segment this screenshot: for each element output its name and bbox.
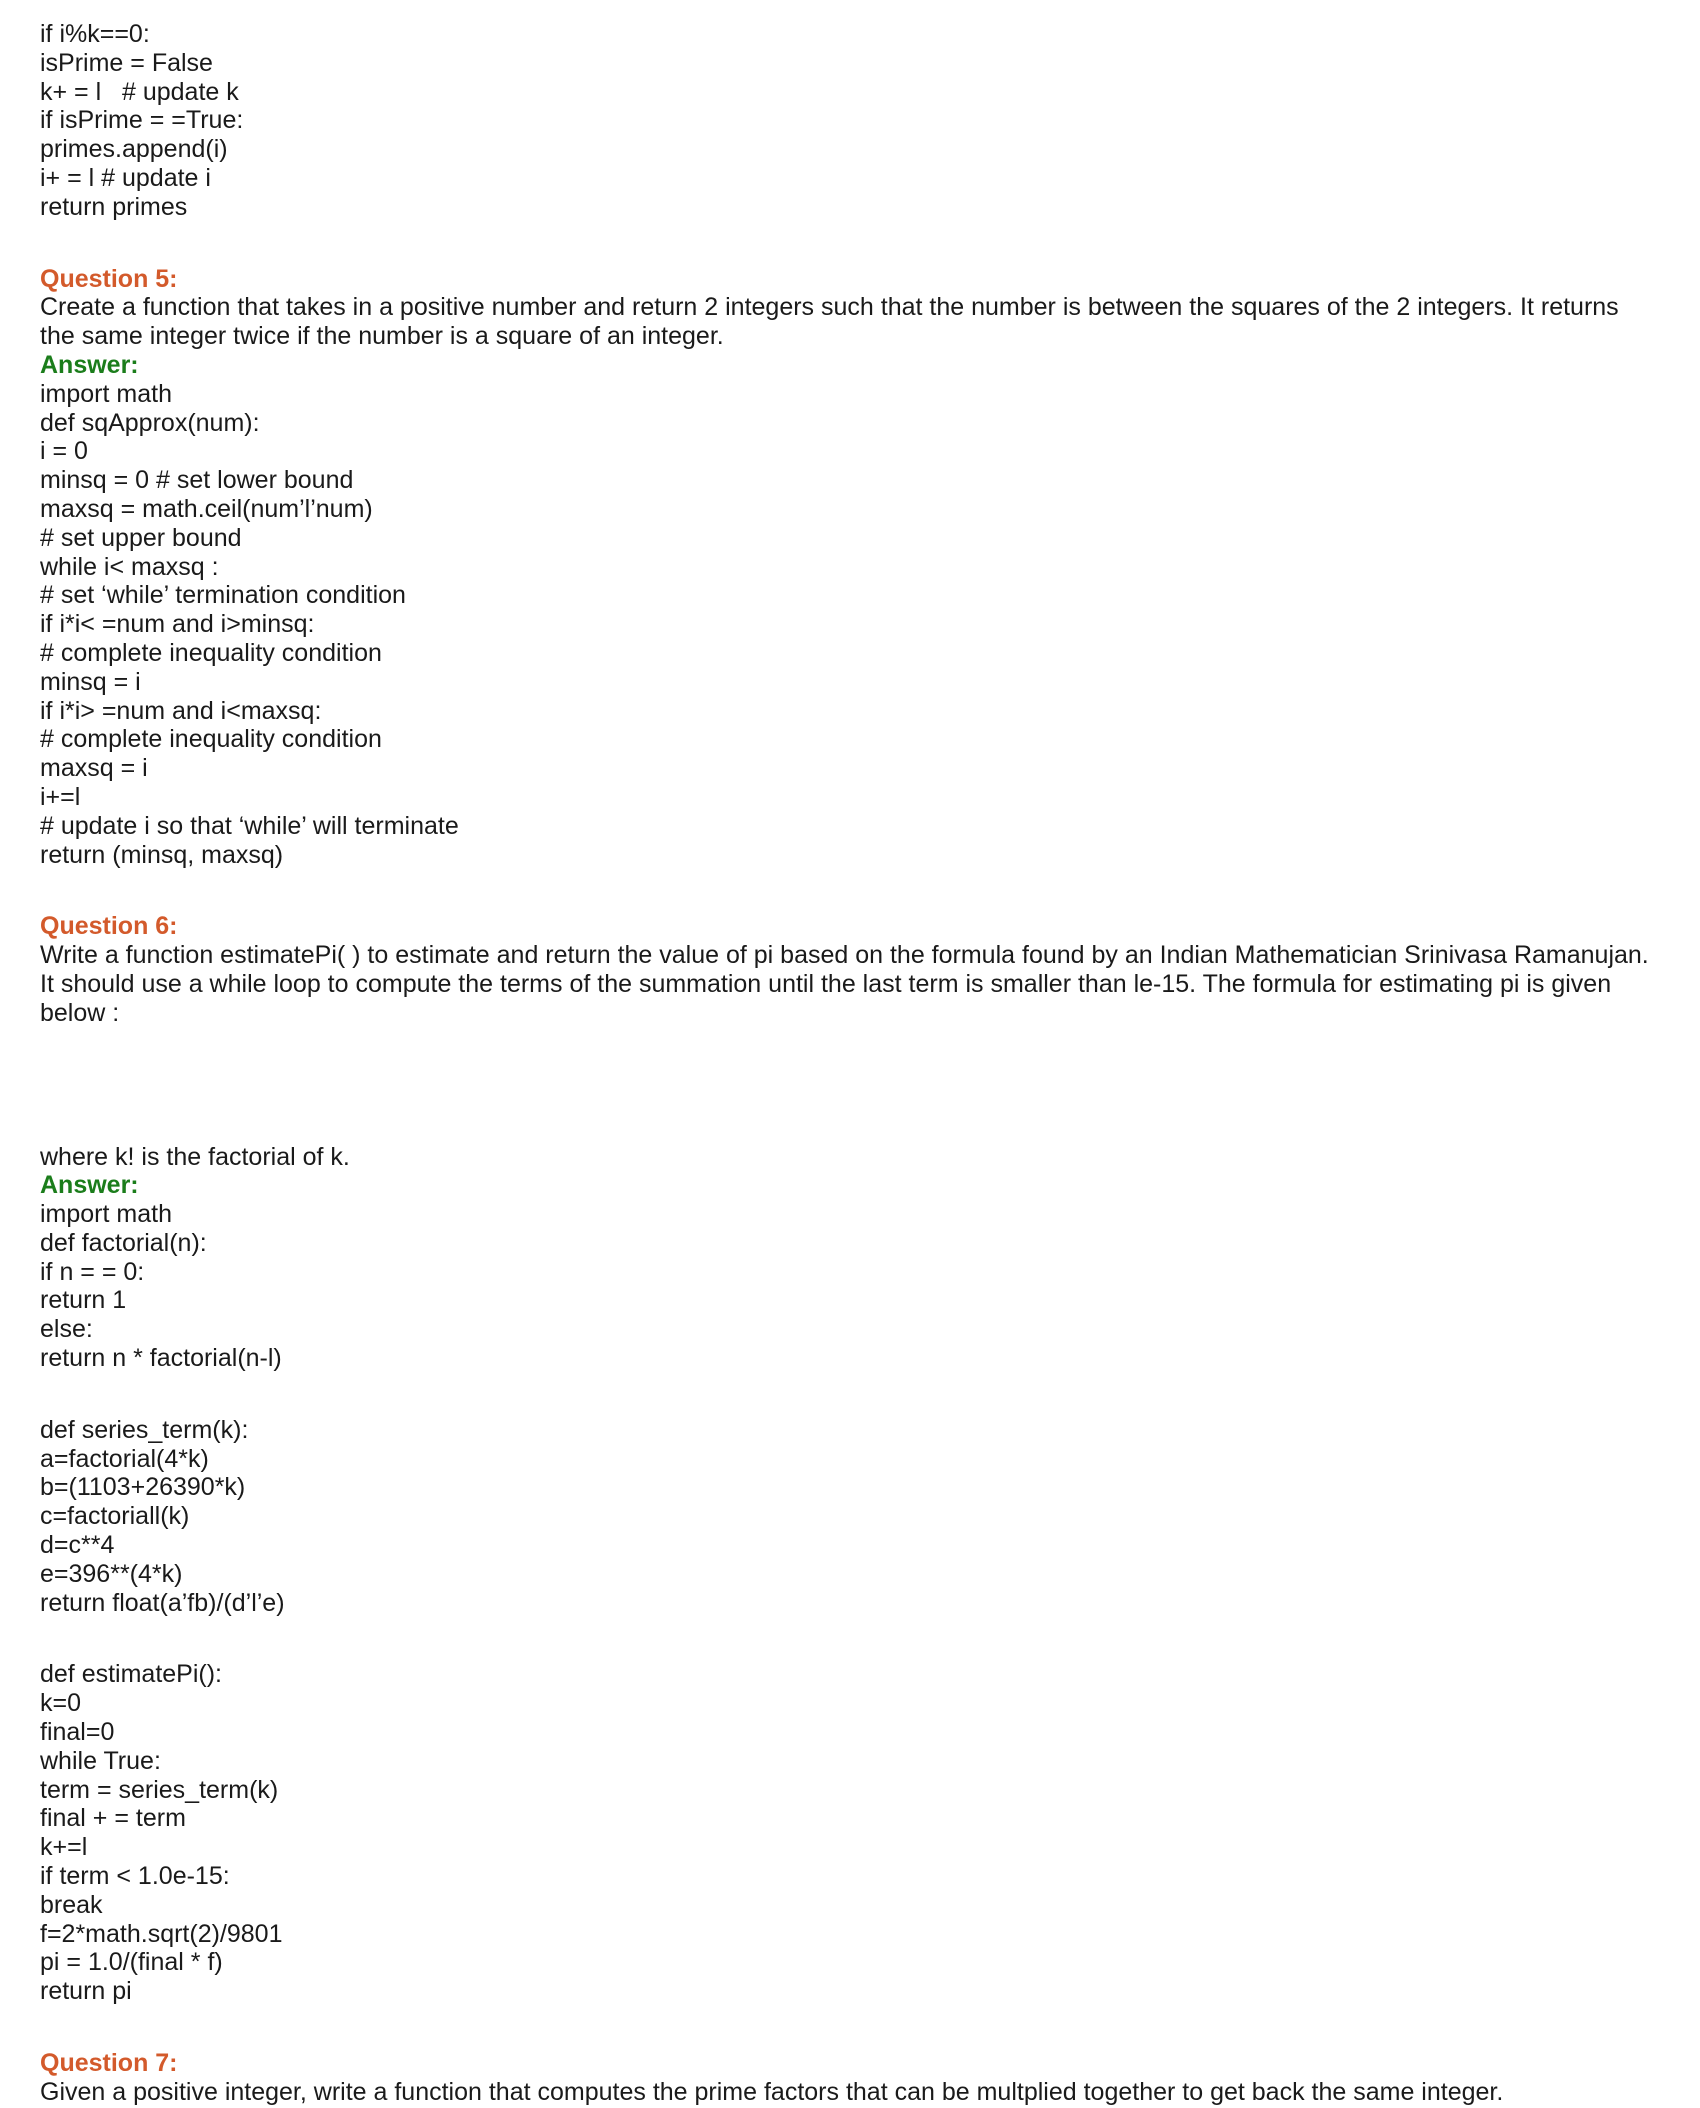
- question-5: [40, 265, 1660, 870]
- code-line: return pi: [40, 1977, 132, 2006]
- code-line: else:: [40, 1315, 93, 1344]
- code-line: k+ = l # update k: [40, 77, 239, 106]
- code-line: return n * factorial(n-l): [40, 1344, 282, 1373]
- question-text: Given a positive integer, write a function that computes the prime factors that can be multplied together to get back the same integer.: [40, 2077, 1504, 2106]
- code-line: i = 0: [40, 437, 88, 466]
- code-line: def sqApprox(num):: [40, 408, 260, 437]
- code-line: term = series_term(k): [40, 1775, 279, 1804]
- code-line: while True:: [40, 1746, 161, 1775]
- code-line: # complete inequality condition: [40, 638, 382, 667]
- code-line: if i*i< =num and i>minsq:: [40, 610, 315, 639]
- formula-area: [40, 1028, 1660, 1143]
- code-line: return (minsq, maxsq): [40, 840, 284, 869]
- code-line: f=2*math.sqrt(2)/9801: [40, 1919, 283, 1948]
- question-6: [40, 912, 1660, 2006]
- prev-code-block: [40, 20, 1660, 222]
- answer-code-block-factorial: [40, 1200, 1660, 1373]
- formula-note: where k! is the factorial of k.: [40, 1142, 350, 1171]
- code-line: break: [40, 1890, 103, 1919]
- code-line: isPrime = False: [40, 48, 213, 77]
- code-line: while i< maxsq :: [40, 552, 219, 581]
- code-line: pi = 1.0/(final * f): [40, 1948, 223, 1977]
- question-7: [40, 2049, 1660, 2107]
- code-line: minsq = 0 # set lower bound: [40, 466, 354, 495]
- code-line: b=(1103+26390*k): [40, 1473, 246, 1502]
- code-line: primes.append(i): [40, 135, 228, 164]
- code-line: if i*i> =num and i<maxsq:: [40, 696, 322, 725]
- code-line: def series_term(k):: [40, 1415, 249, 1444]
- code-line: if i%k==0:: [40, 20, 150, 48]
- answer-code-block-series-term: [40, 1416, 1660, 1618]
- code-line: maxsq = i: [40, 754, 148, 783]
- question-text: Create a function that takes in a positive number and return 2 integers such that the number is between the squares of the 2 integers. It returns the same integer twice if the number is a square of an integer.: [40, 293, 1619, 351]
- code-line: return float(a’fb)/(d’l’e): [40, 1588, 285, 1617]
- code-line: final=0: [40, 1718, 115, 1747]
- code-line: c=factoriall(k): [40, 1502, 190, 1531]
- code-line: k=0: [40, 1689, 82, 1718]
- code-line: def factorial(n):: [40, 1228, 207, 1257]
- code-line: final + = term: [40, 1804, 186, 1833]
- code-line: maxsq = math.ceil(num’l’num): [40, 494, 373, 523]
- code-line: i+ = l # update i: [40, 163, 211, 192]
- code-line: # set upper bound: [40, 523, 242, 552]
- question-heading: Question 6:: [40, 912, 178, 941]
- code-line: return 1: [40, 1286, 127, 1315]
- code-line: # complete inequality condition: [40, 725, 382, 754]
- code-line: a=factorial(4*k): [40, 1444, 209, 1473]
- code-line: # set ‘while’ termination condition: [40, 581, 406, 610]
- code-line: if term < 1.0e-15:: [40, 1862, 230, 1891]
- code-line: k+=l: [40, 1833, 88, 1862]
- question-text: Write a function estimatePi( ) to estimate and return the value of pi based on the formula found by an Indian Mathematician Srinivasa Ramanujan. It should use a while loop to compute the terms of the summation until the last term is smaller than le-15. The formula for estimating pi is given below :: [40, 941, 1649, 1027]
- code-line: # update i so that ‘while’ will terminate: [40, 811, 459, 840]
- code-line: if isPrime = =True:: [40, 106, 244, 135]
- code-line: if n = = 0:: [40, 1257, 145, 1286]
- answer-label: Answer:: [40, 1171, 139, 1200]
- answer-label: Answer:: [40, 350, 139, 379]
- code-line: minsq = i: [40, 667, 141, 696]
- code-line: i+=l: [40, 782, 81, 811]
- answer-code-block-estimate-pi: [40, 1660, 1660, 2006]
- code-line: def estimatePi():: [40, 1660, 223, 1689]
- code-line: return primes: [40, 192, 188, 221]
- answer-code-block: [40, 380, 1660, 870]
- code-line: import math: [40, 379, 172, 408]
- code-line: import math: [40, 1200, 172, 1229]
- question-heading: Question 5:: [40, 264, 178, 293]
- question-heading: Question 7:: [40, 2049, 178, 2078]
- code-line: d=c**4: [40, 1531, 115, 1560]
- code-line: e=396**(4*k): [40, 1559, 183, 1588]
